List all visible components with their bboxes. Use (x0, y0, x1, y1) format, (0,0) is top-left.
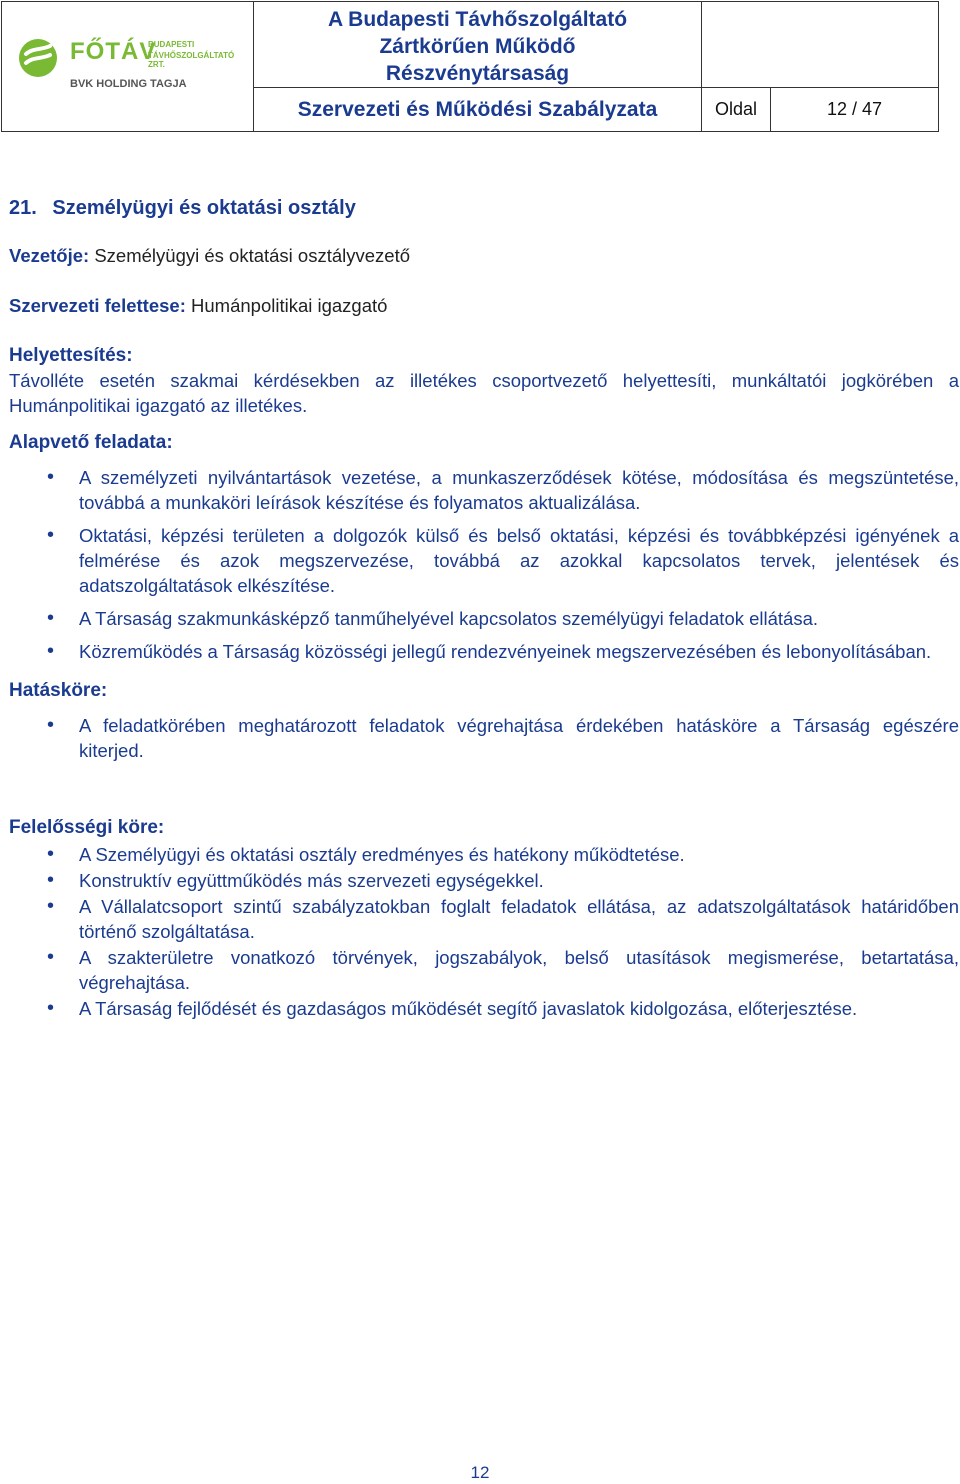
bullet-icon: • (47, 946, 55, 968)
logo-brand: FŐTÁV (70, 37, 157, 65)
section-number: 21. (9, 197, 37, 219)
bullet-icon: • (47, 640, 55, 662)
company-logo (16, 32, 251, 102)
section-title: Személyügyi és oktatási osztály (52, 197, 356, 219)
bullet-icon: • (47, 843, 55, 865)
list-item: • A Társaság szakmunkásképző tanműhelyével kapcsolatos személyügyi feladatok ellátása. (47, 607, 819, 629)
company-line-2: Zártkörűen Működő (379, 35, 576, 58)
header-blank-cell (702, 2, 939, 88)
list-item: • A feladatkörében meghatározott feladatok végrehajtása érdekében hatásköre a Társaság egészére kiterjed. (47, 714, 959, 761)
bullet-icon: • (47, 714, 55, 736)
duties-list (9, 465, 959, 664)
logo-line-2: TÁVHŐSZOLGÁLTATÓ ZRT. (148, 50, 235, 69)
footer-page-number: 12 (470, 1463, 490, 1482)
substitution-text: Távolléte esetén szakmai kérdésekben az illetékes csoportvezető helyettesíti, munkáltatói jogkörében a Humánpolitikai igazgató az illetékes. (9, 370, 959, 416)
duties-heading: Alapvető feladata: (9, 432, 173, 453)
superior-line (9, 293, 959, 318)
company-name-cell (254, 2, 702, 88)
list-item: • A Személyügyi és oktatási osztály eredményes és hatékony működtetése. (47, 843, 685, 865)
leader-value: Személyügyi és oktatási osztályvezető (94, 245, 411, 266)
substitution-heading: Helyettesítés: (9, 345, 133, 366)
leader-line (9, 243, 959, 268)
bullet-icon: • (47, 607, 55, 629)
list-item: • A személyzeti nyilvántartások vezetése, a munkaszerződések kötése, módosítása és megszüntetése, továbbá a munkaköri leírások készítése és folyamatos aktualizálása. (47, 466, 959, 513)
logo-line-1: BUDAPESTI (148, 39, 195, 49)
responsibility-heading: Felelősségi köre: (9, 817, 165, 838)
leader-label: Vezetője: (9, 245, 90, 266)
bullet-icon: • (47, 466, 55, 488)
bullet-icon: • (47, 869, 55, 891)
list-item: • Konstruktív együttműködés más szervezeti egységekkel. (47, 869, 544, 891)
page-value: 12 / 47 (771, 88, 939, 132)
list-item: • Közreműködés a Társaság közösségi jellegű rendezvényeinek megszervezésében és lebonyolításában. (47, 640, 932, 662)
company-line-1: A Budapesti Távhőszolgáltató (327, 8, 628, 31)
document-title-cell (254, 88, 702, 132)
list-item: • A Vállalatcsoport szintű szabályzatokban foglalt feladatok ellátása, az adatszolgáltatások határidőben történő szolgáltatása. (47, 895, 959, 942)
document-body (9, 193, 959, 1035)
document-header (1, 1, 939, 132)
section-heading (9, 193, 959, 223)
bullet-icon: • (47, 997, 55, 1019)
list-item: • A szakterületre vonatkozó törvények, jogszabályok, belső utasítások megismerése, betartatása, végrehajtása. (47, 946, 959, 993)
bullet-icon: • (47, 895, 55, 917)
superior-label: Szervezeti felettese: (9, 295, 186, 316)
spacer (9, 777, 959, 815)
responsibility-list (9, 842, 959, 1021)
bullet-icon: • (47, 524, 55, 546)
list-item: • A Társaság fejlődését és gazdaságos működését segítő javaslatok kidolgozása, előterjesztése. (47, 997, 858, 1019)
authority-list (9, 713, 959, 763)
authority-heading: Hatásköre: (9, 680, 108, 701)
company-line-3: Részvénytársaság (385, 62, 570, 85)
list-item: • Oktatási, képzési területen a dolgozók külső és belső oktatási, képzési és továbbképzési igényének a felmérése és azok megszervezése, továbbá az azokkal kapcsolatos tervek, jelentések és adatszolgáltatások elkészítése. (47, 524, 959, 596)
logo-line-3: BVK HOLDING TAGJA (70, 77, 187, 90)
superior-value: Humánpolitikai igazgató (191, 295, 388, 316)
page-label: Oldal (702, 88, 771, 132)
document-title: Szervezeti és Működési Szabályzata (297, 98, 658, 121)
logo-cell (2, 2, 254, 132)
